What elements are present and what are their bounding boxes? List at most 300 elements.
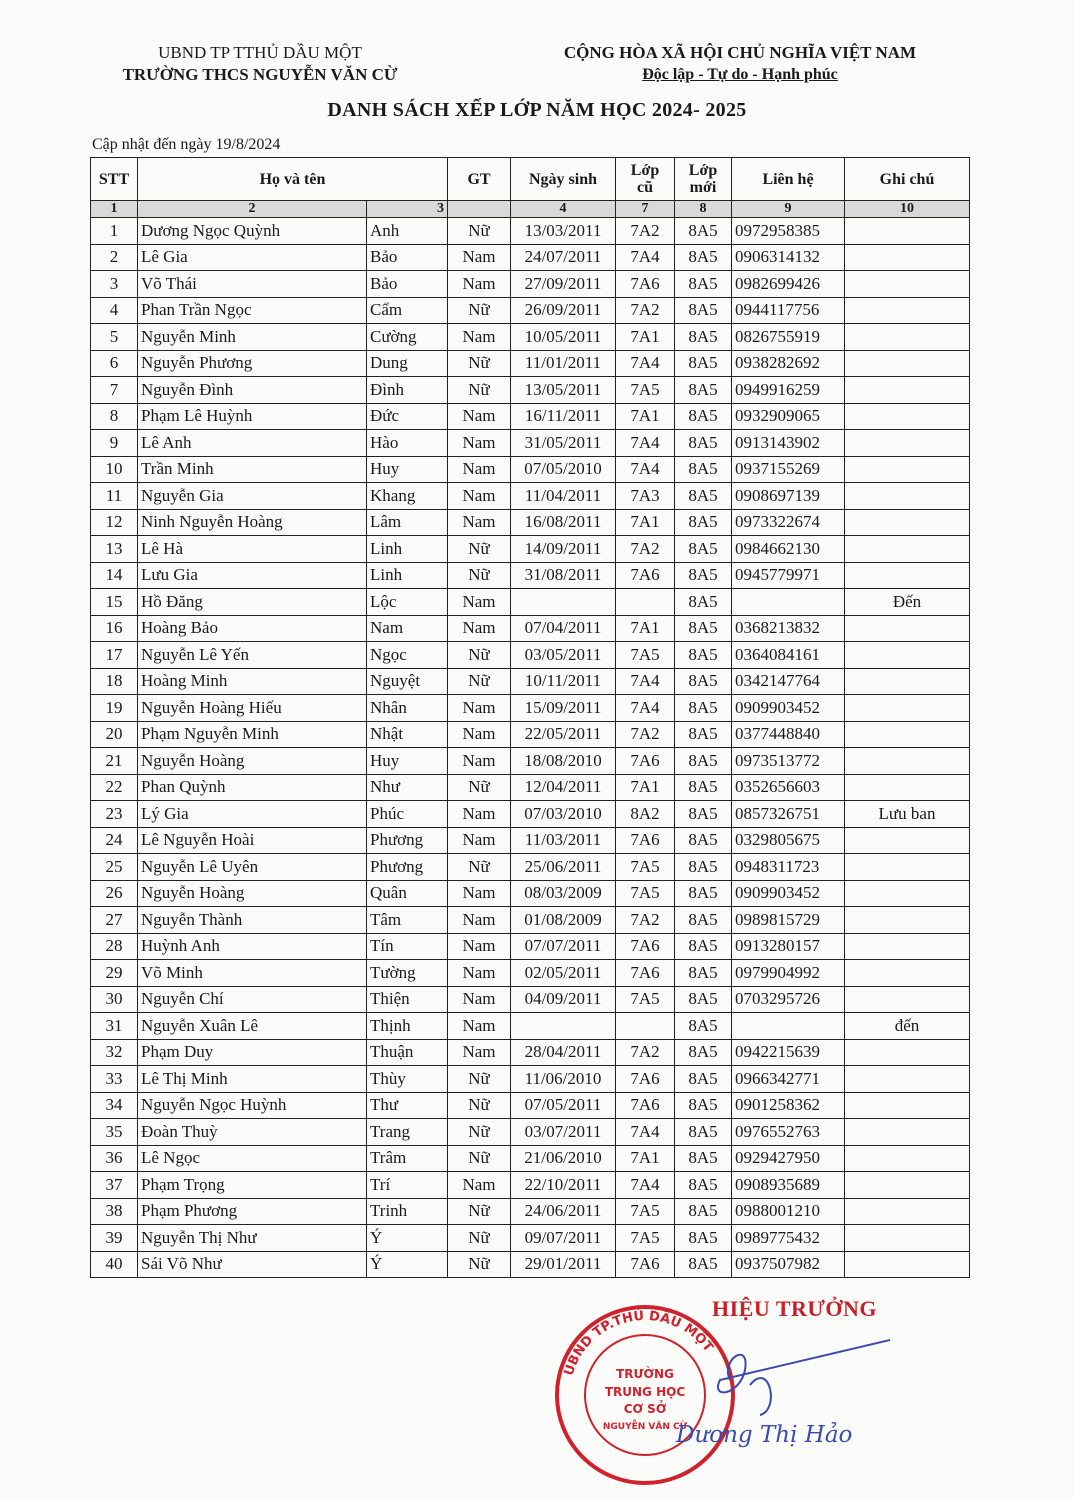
header-contact: Liên hệ xyxy=(732,158,845,201)
cell-note xyxy=(845,377,970,404)
stamp-line-4: NGUYỄN VĂN CỪ xyxy=(602,1422,688,1432)
school-name: TRƯỜNG THCS NGUYỄN VĂN CỪ xyxy=(122,65,398,84)
cell-dob: 10/11/2011 xyxy=(511,668,616,695)
cell-contact: 0908935689 xyxy=(732,1172,845,1199)
cell-gender: Nữ xyxy=(448,774,511,801)
cell-old-class: 7A2 xyxy=(616,1039,675,1066)
table-row xyxy=(91,1225,970,1252)
cell-given-name: Trang xyxy=(367,1119,448,1146)
cell-new-class: 8A5 xyxy=(675,1225,732,1252)
cell-new-class: 8A5 xyxy=(675,960,732,987)
cell-note xyxy=(845,933,970,960)
cell-note xyxy=(845,1092,970,1119)
stamp-line-1: TRƯỜNG xyxy=(616,1367,674,1381)
cell-contact: 0979904992 xyxy=(732,960,845,987)
cell-dob: 25/06/2011 xyxy=(511,854,616,881)
stamp-line-2: TRUNG HỌC xyxy=(604,1385,686,1399)
cell-given-name: Đức xyxy=(367,403,448,430)
cell-old-class: 7A1 xyxy=(616,324,675,351)
cell-old-class: 7A1 xyxy=(616,615,675,642)
cell-contact: 0972958385 xyxy=(732,218,845,245)
table-row xyxy=(91,350,970,377)
table-row xyxy=(91,960,970,987)
cell-gender: Nữ xyxy=(448,1225,511,1252)
header-new-class-line1: Lớp xyxy=(688,162,718,179)
cell-new-class: 8A5 xyxy=(675,350,732,377)
cell-note xyxy=(845,774,970,801)
cell-old-class: 7A2 xyxy=(616,218,675,245)
cell-dob: 02/05/2011 xyxy=(511,960,616,987)
cell-new-class: 8A5 xyxy=(675,1066,732,1093)
cell-dob: 14/09/2011 xyxy=(511,536,616,563)
table-row xyxy=(91,1013,970,1040)
table-row xyxy=(91,721,970,748)
cell-note xyxy=(845,615,970,642)
table-row xyxy=(91,986,970,1013)
cell-gender: Nam xyxy=(448,271,511,298)
cell-old-class: 7A4 xyxy=(616,695,675,722)
cell-old-class: 7A6 xyxy=(616,562,675,589)
cell-given-name: Huy xyxy=(367,456,448,483)
cell-gender: Nam xyxy=(448,509,511,536)
cell-stt: 27 xyxy=(91,907,138,934)
cell-contact: 0989775432 xyxy=(732,1225,845,1252)
cell-note xyxy=(845,1119,970,1146)
cell-new-class: 8A5 xyxy=(675,695,732,722)
cell-new-class: 8A5 xyxy=(675,1172,732,1199)
cell-gender: Nam xyxy=(448,933,511,960)
cell-stt: 12 xyxy=(91,509,138,536)
cell-old-class: 7A2 xyxy=(616,907,675,934)
cell-new-class: 8A5 xyxy=(675,244,732,271)
cell-note xyxy=(845,748,970,775)
cell-new-class: 8A5 xyxy=(675,1013,732,1040)
cell-stt: 31 xyxy=(91,1013,138,1040)
cell-contact: 0908697139 xyxy=(732,483,845,510)
cell-stt: 6 xyxy=(91,350,138,377)
cell-gender: Nam xyxy=(448,589,511,616)
cell-family-name: Phạm Duy xyxy=(138,1039,367,1066)
cell-old-class: 7A6 xyxy=(616,1092,675,1119)
table-row xyxy=(91,1039,970,1066)
table-row xyxy=(91,1119,970,1146)
cell-contact: 0342147764 xyxy=(732,668,845,695)
cell-old-class: 7A1 xyxy=(616,509,675,536)
cell-family-name: Nguyễn Lê Uyên xyxy=(138,854,367,881)
cell-contact: 0368213832 xyxy=(732,615,845,642)
cell-family-name: Lý Gia xyxy=(138,801,367,828)
cell-dob: 07/07/2011 xyxy=(511,933,616,960)
cell-given-name: Trinh xyxy=(367,1198,448,1225)
cell-old-class: 7A4 xyxy=(616,430,675,457)
cell-contact: 0857326751 xyxy=(732,801,845,828)
cell-dob: 15/09/2011 xyxy=(511,695,616,722)
cell-dob xyxy=(511,1013,616,1040)
cell-old-class: 7A6 xyxy=(616,1066,675,1093)
cell-gender: Nữ xyxy=(448,1251,511,1278)
cell-stt: 14 xyxy=(91,562,138,589)
cell-contact: 0906314132 xyxy=(732,244,845,271)
cell-gender: Nữ xyxy=(448,854,511,881)
cell-stt: 15 xyxy=(91,589,138,616)
cell-gender: Nữ xyxy=(448,1119,511,1146)
cell-dob: 24/07/2011 xyxy=(511,244,616,271)
cell-contact: 0352656603 xyxy=(732,774,845,801)
cell-gender: Nam xyxy=(448,403,511,430)
cell-new-class: 8A5 xyxy=(675,1119,732,1146)
cell-given-name: Ý xyxy=(367,1251,448,1278)
cell-dob: 11/01/2011 xyxy=(511,350,616,377)
cell-stt: 3 xyxy=(91,271,138,298)
table-row xyxy=(91,1145,970,1172)
cell-gender: Nam xyxy=(448,1172,511,1199)
cell-given-name: Bảo xyxy=(367,244,448,271)
cell-given-name: Ý xyxy=(367,1225,448,1252)
cell-given-name: Linh xyxy=(367,562,448,589)
cell-stt: 39 xyxy=(91,1225,138,1252)
col-num: 1 xyxy=(91,201,138,218)
table-row xyxy=(91,324,970,351)
cell-new-class: 8A5 xyxy=(675,403,732,430)
cell-old-class: 7A6 xyxy=(616,960,675,987)
cell-family-name: Nguyễn Xuân Lê xyxy=(138,1013,367,1040)
cell-given-name: Thiện xyxy=(367,986,448,1013)
cell-new-class: 8A5 xyxy=(675,615,732,642)
stamp-line-3: CƠ SỞ xyxy=(623,1402,667,1416)
cell-stt: 5 xyxy=(91,324,138,351)
cell-gender: Nam xyxy=(448,880,511,907)
cell-gender: Nữ xyxy=(448,350,511,377)
cell-old-class: 7A1 xyxy=(616,403,675,430)
table-row xyxy=(91,668,970,695)
cell-contact xyxy=(732,589,845,616)
cell-gender: Nữ xyxy=(448,297,511,324)
cell-gender: Nam xyxy=(448,1039,511,1066)
cell-contact: 0932909065 xyxy=(732,403,845,430)
cell-gender: Nam xyxy=(448,907,511,934)
cell-contact: 0989815729 xyxy=(732,907,845,934)
cell-contact: 0913280157 xyxy=(732,933,845,960)
cell-family-name: Nguyễn Thị Như xyxy=(138,1225,367,1252)
header-stt: STT xyxy=(91,158,138,201)
cell-stt: 28 xyxy=(91,933,138,960)
column-number-row xyxy=(91,201,970,218)
cell-dob: 10/05/2011 xyxy=(511,324,616,351)
header-left xyxy=(80,42,440,86)
cell-contact: 0329805675 xyxy=(732,827,845,854)
header-old-class xyxy=(616,158,675,201)
cell-dob: 08/03/2009 xyxy=(511,880,616,907)
cell-family-name: Nguyễn Gia xyxy=(138,483,367,510)
cell-family-name: Nguyễn Hoàng xyxy=(138,748,367,775)
cell-given-name: Lâm xyxy=(367,509,448,536)
cell-family-name: Ninh Nguyễn Hoàng xyxy=(138,509,367,536)
cell-old-class: 7A6 xyxy=(616,1251,675,1278)
table-row xyxy=(91,642,970,669)
cell-given-name: Khang xyxy=(367,483,448,510)
cell-gender: Nữ xyxy=(448,218,511,245)
cell-stt: 17 xyxy=(91,642,138,669)
principal-label: HIỆU TRƯỞNG xyxy=(712,1296,878,1321)
cell-dob: 01/08/2009 xyxy=(511,907,616,934)
cell-stt: 4 xyxy=(91,297,138,324)
cell-family-name: Hoàng Minh xyxy=(138,668,367,695)
cell-old-class: 7A5 xyxy=(616,377,675,404)
cell-new-class: 8A5 xyxy=(675,933,732,960)
cell-given-name: Quân xyxy=(367,880,448,907)
table-row xyxy=(91,854,970,881)
cell-given-name: Thịnh xyxy=(367,1013,448,1040)
table-row xyxy=(91,933,970,960)
page-title: DANH SÁCH XẾP LỚP NĂM HỌC 2024- 2025 xyxy=(327,99,747,121)
cell-new-class: 8A5 xyxy=(675,801,732,828)
cell-given-name: Nhân xyxy=(367,695,448,722)
cell-gender: Nữ xyxy=(448,1092,511,1119)
table-row xyxy=(91,456,970,483)
cell-contact: 0913143902 xyxy=(732,430,845,457)
cell-gender: Nữ xyxy=(448,642,511,669)
cell-gender: Nam xyxy=(448,695,511,722)
cell-dob: 21/06/2010 xyxy=(511,1145,616,1172)
cell-gender: Nữ xyxy=(448,1145,511,1172)
cell-gender: Nam xyxy=(448,456,511,483)
cell-family-name: Lê Gia xyxy=(138,244,367,271)
cell-stt: 34 xyxy=(91,1092,138,1119)
cell-new-class: 8A5 xyxy=(675,509,732,536)
cell-family-name: Dương Ngọc Quỳnh xyxy=(138,218,367,245)
cell-family-name: Lê Hà xyxy=(138,536,367,563)
cell-stt: 24 xyxy=(91,827,138,854)
cell-given-name: Bảo xyxy=(367,271,448,298)
cell-old-class: 7A4 xyxy=(616,244,675,271)
cell-new-class: 8A5 xyxy=(675,589,732,616)
cell-new-class: 8A5 xyxy=(675,774,732,801)
cell-new-class: 8A5 xyxy=(675,986,732,1013)
cell-note xyxy=(845,350,970,377)
cell-gender: Nam xyxy=(448,801,511,828)
cell-note xyxy=(845,854,970,881)
cell-family-name: Lê Ngọc xyxy=(138,1145,367,1172)
cell-dob: 07/05/2011 xyxy=(511,1092,616,1119)
cell-stt: 29 xyxy=(91,960,138,987)
cell-old-class xyxy=(616,589,675,616)
cell-new-class: 8A5 xyxy=(675,1251,732,1278)
table-row xyxy=(91,774,970,801)
cell-new-class: 8A5 xyxy=(675,483,732,510)
cell-note xyxy=(845,324,970,351)
header-old-class-line2: cũ xyxy=(637,179,653,196)
cell-dob: 09/07/2011 xyxy=(511,1225,616,1252)
cell-old-class: 7A2 xyxy=(616,297,675,324)
cell-contact: 0973513772 xyxy=(732,748,845,775)
cell-note xyxy=(845,668,970,695)
cell-given-name: Thư xyxy=(367,1092,448,1119)
cell-family-name: Nguyễn Hoàng Hiếu xyxy=(138,695,367,722)
table-row xyxy=(91,880,970,907)
table-row xyxy=(91,1066,970,1093)
cell-family-name: Lê Thị Minh xyxy=(138,1066,367,1093)
cell-stt: 8 xyxy=(91,403,138,430)
cell-dob: 27/09/2011 xyxy=(511,271,616,298)
cell-note xyxy=(845,1145,970,1172)
cell-dob: 07/03/2010 xyxy=(511,801,616,828)
cell-contact: 0976552763 xyxy=(732,1119,845,1146)
cell-family-name: Nguyễn Phương xyxy=(138,350,367,377)
cell-note xyxy=(845,721,970,748)
cell-note xyxy=(845,244,970,271)
class-list-table xyxy=(90,157,970,1278)
cell-old-class: 8A2 xyxy=(616,801,675,828)
cell-family-name: Phạm Nguyễn Minh xyxy=(138,721,367,748)
cell-stt: 38 xyxy=(91,1198,138,1225)
cell-contact: 0982699426 xyxy=(732,271,845,298)
table-row xyxy=(91,1172,970,1199)
cell-family-name: Hồ Đăng xyxy=(138,589,367,616)
cell-stt: 25 xyxy=(91,854,138,881)
country-name: CỘNG HÒA XÃ HỘI CHỦ NGHĨA VIỆT NAM xyxy=(563,43,917,62)
cell-note xyxy=(845,562,970,589)
table-row xyxy=(91,907,970,934)
cell-note xyxy=(845,827,970,854)
cell-given-name: Tường xyxy=(367,960,448,987)
header-dob: Ngày sinh xyxy=(511,158,616,201)
cell-old-class: 7A2 xyxy=(616,536,675,563)
cell-dob: 03/05/2011 xyxy=(511,642,616,669)
cell-note xyxy=(845,1225,970,1252)
cell-note xyxy=(845,695,970,722)
table-row xyxy=(91,377,970,404)
cell-gender: Nữ xyxy=(448,668,511,695)
col-num: 10 xyxy=(845,201,970,218)
cell-dob: 16/11/2011 xyxy=(511,403,616,430)
cell-family-name: Nguyễn Chí xyxy=(138,986,367,1013)
cell-gender: Nữ xyxy=(448,1198,511,1225)
cell-contact: 0988001210 xyxy=(732,1198,845,1225)
table-row xyxy=(91,827,970,854)
cell-contact: 0909903452 xyxy=(732,880,845,907)
cell-family-name: Nguyễn Đình xyxy=(138,377,367,404)
cell-old-class: 7A1 xyxy=(616,1145,675,1172)
cell-dob: 11/03/2011 xyxy=(511,827,616,854)
cell-family-name: Phan Quỳnh xyxy=(138,774,367,801)
cell-note xyxy=(845,1198,970,1225)
cell-given-name: Ngọc xyxy=(367,642,448,669)
cell-given-name: Phương xyxy=(367,854,448,881)
cell-stt: 18 xyxy=(91,668,138,695)
cell-note xyxy=(845,271,970,298)
cell-given-name: Trâm xyxy=(367,1145,448,1172)
table-row xyxy=(91,483,970,510)
col-num: 9 xyxy=(732,201,845,218)
cell-new-class: 8A5 xyxy=(675,430,732,457)
cell-contact: 0364084161 xyxy=(732,642,845,669)
table-row xyxy=(91,1198,970,1225)
cell-gender: Nam xyxy=(448,721,511,748)
cell-new-class: 8A5 xyxy=(675,1198,732,1225)
cell-new-class: 8A5 xyxy=(675,377,732,404)
header-new-class xyxy=(675,158,732,201)
cell-new-class: 8A5 xyxy=(675,297,732,324)
cell-contact: 0377448840 xyxy=(732,721,845,748)
header-name: Họ và tên xyxy=(138,158,448,201)
cell-gender: Nam xyxy=(448,244,511,271)
cell-contact: 0703295726 xyxy=(732,986,845,1013)
cell-dob: 22/10/2011 xyxy=(511,1172,616,1199)
cell-stt: 22 xyxy=(91,774,138,801)
cell-dob: 11/04/2011 xyxy=(511,483,616,510)
table-header-row xyxy=(91,158,970,201)
cell-contact: 0944117756 xyxy=(732,297,845,324)
table-row xyxy=(91,748,970,775)
cell-stt: 16 xyxy=(91,615,138,642)
cell-new-class: 8A5 xyxy=(675,456,732,483)
cell-given-name: Đình xyxy=(367,377,448,404)
cell-contact: 0826755919 xyxy=(732,324,845,351)
cell-stt: 2 xyxy=(91,244,138,271)
cell-family-name: Đoàn Thuỳ xyxy=(138,1119,367,1146)
cell-family-name: Hoàng Bảo xyxy=(138,615,367,642)
table-row xyxy=(91,271,970,298)
table-row xyxy=(91,562,970,589)
table-row xyxy=(91,509,970,536)
cell-new-class: 8A5 xyxy=(675,1039,732,1066)
signature-stroke xyxy=(690,1320,900,1430)
cell-dob: 04/09/2011 xyxy=(511,986,616,1013)
header-note: Ghi chú xyxy=(845,158,970,201)
cell-gender: Nữ xyxy=(448,562,511,589)
cell-gender: Nam xyxy=(448,986,511,1013)
cell-stt: 1 xyxy=(91,218,138,245)
cell-stt: 20 xyxy=(91,721,138,748)
cell-given-name: Như xyxy=(367,774,448,801)
cell-old-class: 7A6 xyxy=(616,748,675,775)
cell-family-name: Phạm Lê Huỳnh xyxy=(138,403,367,430)
updated-date: Cập nhật đến ngày 19/8/2024 xyxy=(92,136,281,153)
table-row xyxy=(91,536,970,563)
cell-contact: 0942215639 xyxy=(732,1039,845,1066)
cell-note xyxy=(845,1066,970,1093)
header-gender: GT xyxy=(448,158,511,201)
cell-contact: 0929427950 xyxy=(732,1145,845,1172)
cell-stt: 37 xyxy=(91,1172,138,1199)
cell-old-class: 7A6 xyxy=(616,827,675,854)
cell-dob: 18/08/2010 xyxy=(511,748,616,775)
cell-stt: 32 xyxy=(91,1039,138,1066)
col-num xyxy=(448,201,511,218)
cell-contact: 0938282692 xyxy=(732,350,845,377)
cell-contact: 0948311723 xyxy=(732,854,845,881)
cell-stt: 23 xyxy=(91,801,138,828)
cell-new-class: 8A5 xyxy=(675,907,732,934)
cell-family-name: Phạm Trọng xyxy=(138,1172,367,1199)
col-num: 3 xyxy=(367,201,448,218)
cell-dob: 16/08/2011 xyxy=(511,509,616,536)
cell-given-name: Nhật xyxy=(367,721,448,748)
cell-new-class: 8A5 xyxy=(675,324,732,351)
cell-note xyxy=(845,960,970,987)
cell-stt: 13 xyxy=(91,536,138,563)
motto: Độc lập - Tự do - Hạnh phúc xyxy=(642,66,838,83)
cell-given-name: Anh xyxy=(367,218,448,245)
cell-old-class: 7A5 xyxy=(616,642,675,669)
cell-note xyxy=(845,483,970,510)
cell-given-name: Huy xyxy=(367,748,448,775)
cell-contact xyxy=(732,1013,845,1040)
cell-old-class: 7A5 xyxy=(616,854,675,881)
cell-given-name: Tâm xyxy=(367,907,448,934)
cell-given-name: Linh xyxy=(367,536,448,563)
cell-new-class: 8A5 xyxy=(675,562,732,589)
